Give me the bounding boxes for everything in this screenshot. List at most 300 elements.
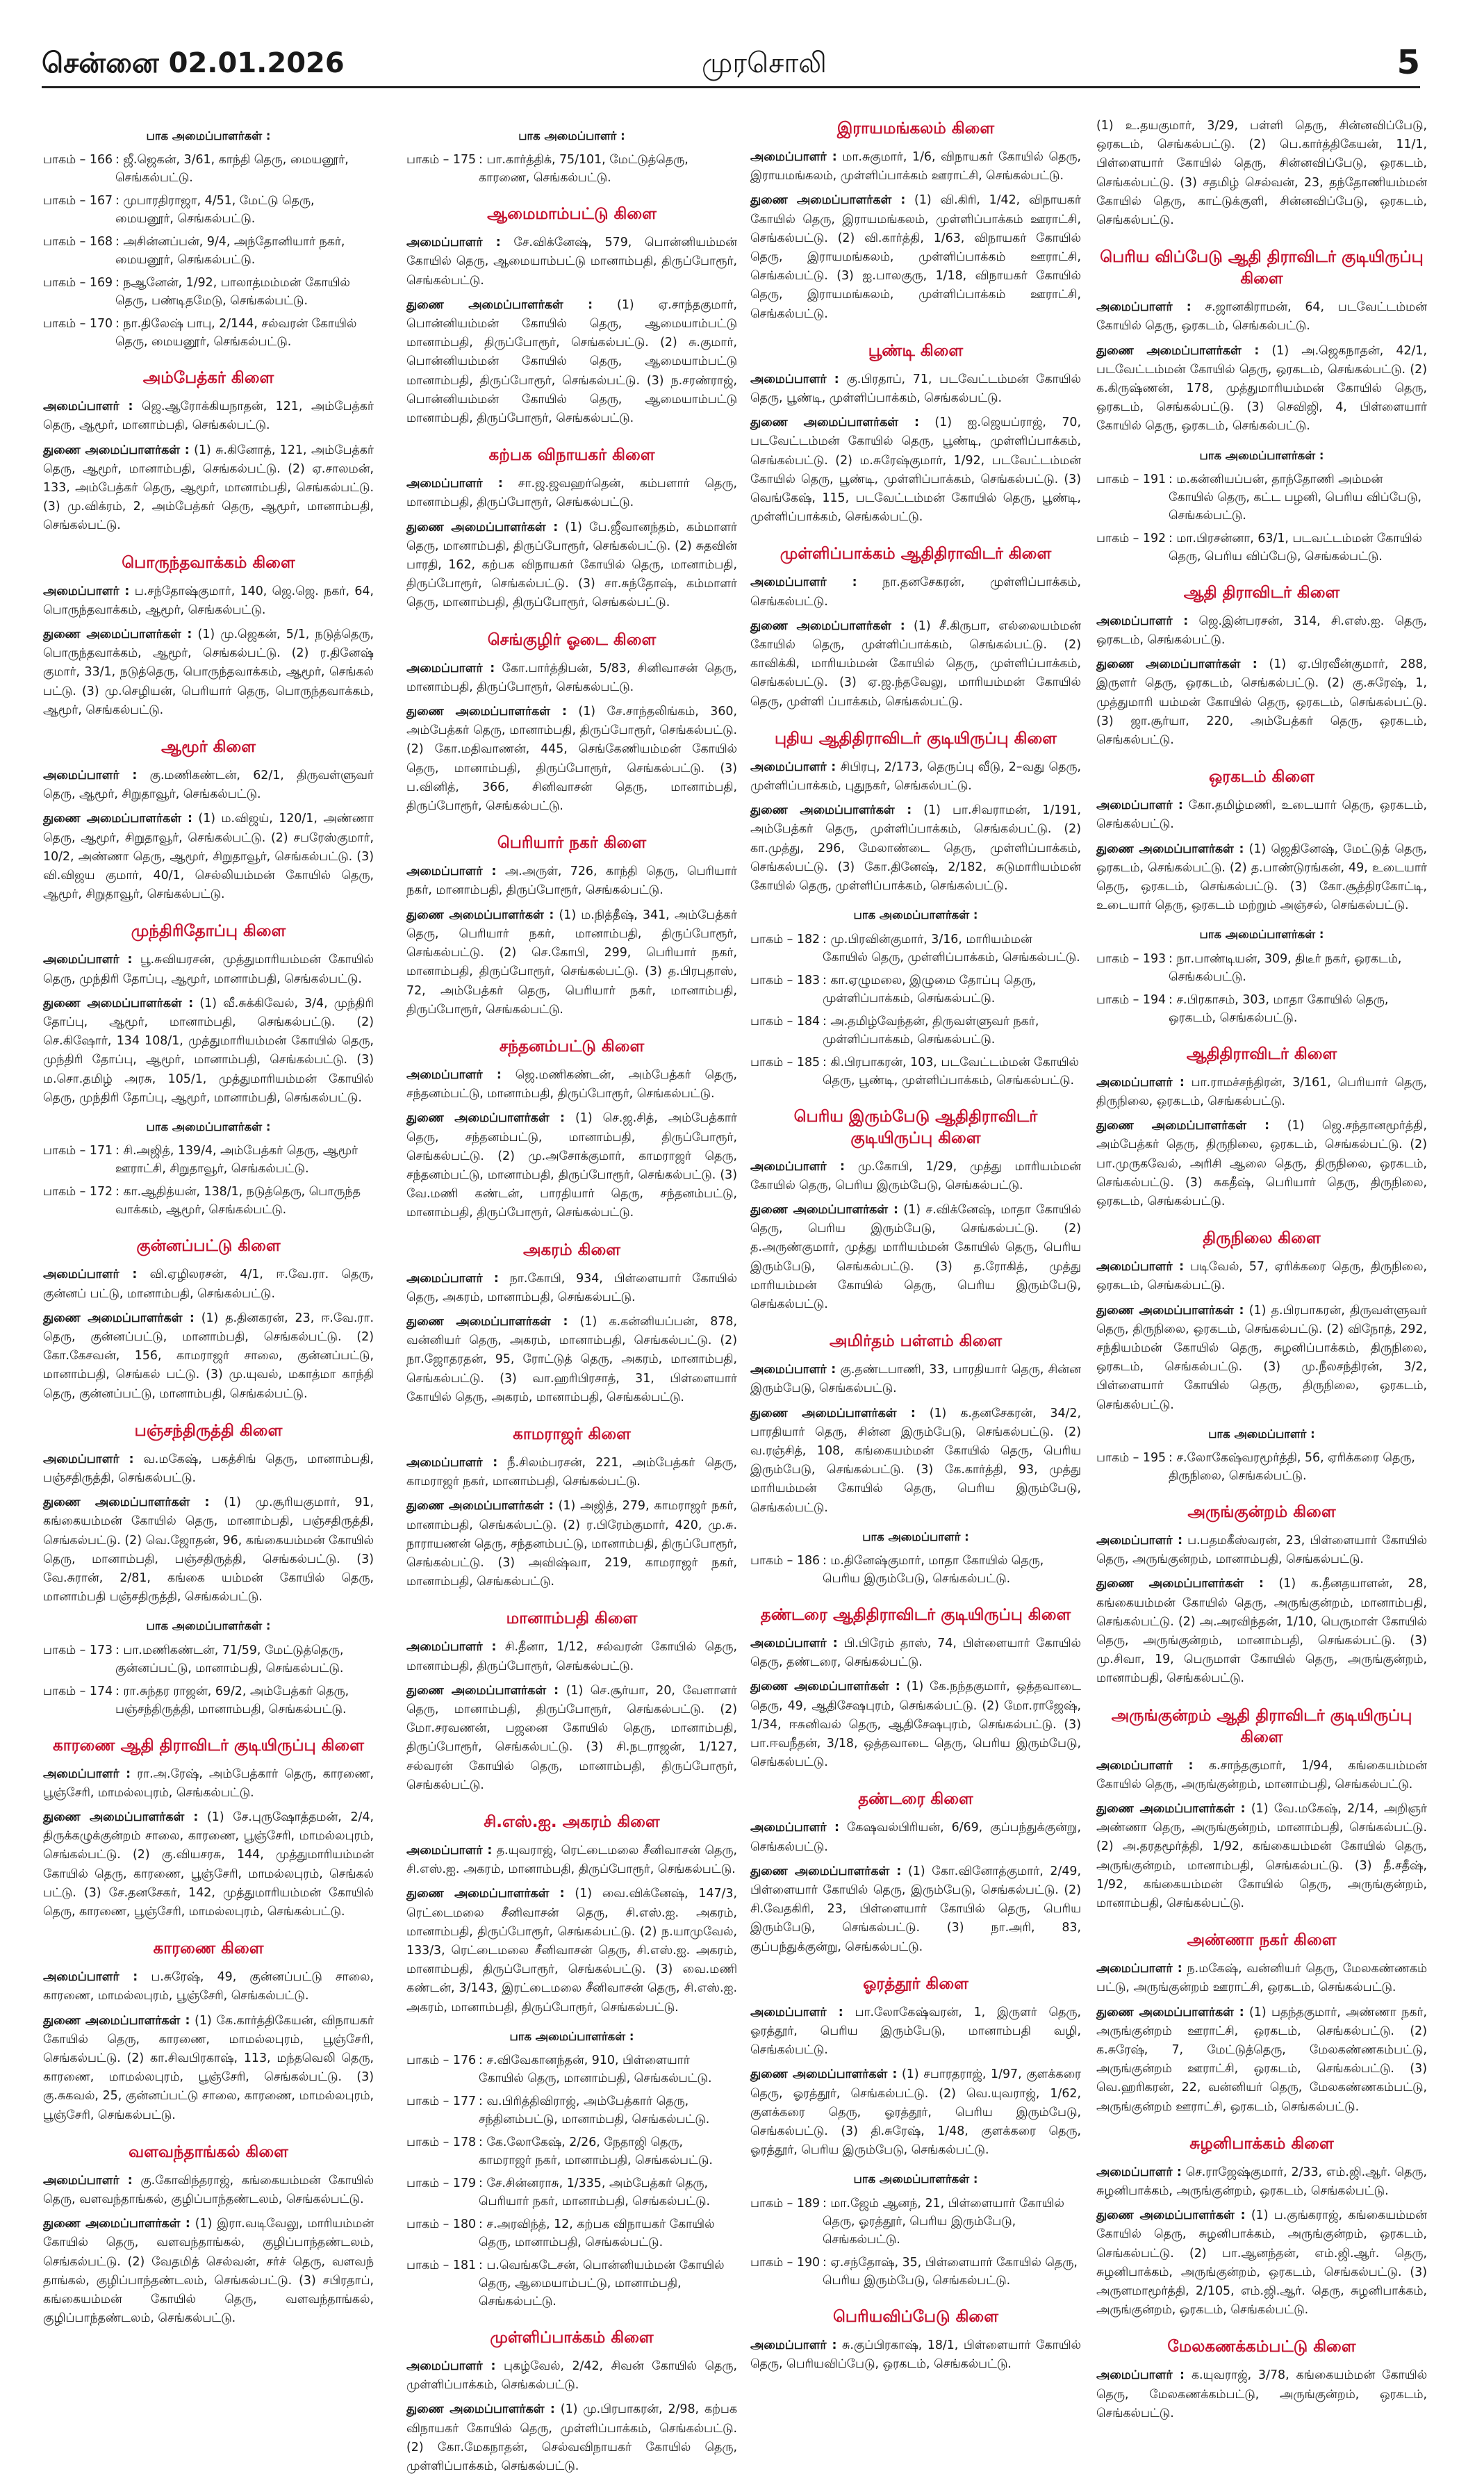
deputies-entry <box>406 703 737 816</box>
bagam-heading: பாக அமைப்பாளர்கள் : <box>853 908 978 922</box>
head-label: அமைப்பாளர் : <box>43 584 130 598</box>
head-label: அமைப்பாளர் : <box>750 1636 838 1650</box>
deputies-label: துணை அமைப்பாளர்கள் : <box>43 443 190 457</box>
head-text: த.யுவராஜ், ரெட்டைமலை சீனிவாசன் தெரு, சி.எஸ்.ஐ. அகரம், மானாம்பதி, திருப்போரூர், செங்கல்பட்டு. <box>406 1844 737 1877</box>
branch-title: குன்னப்பட்டு கிளை <box>136 1237 281 1256</box>
branch-head-entry <box>43 1450 374 1488</box>
branch-section <box>43 1420 374 1719</box>
head-text: சா.ஜ.ஜவஹர்தென், கம்பளார் தெரு, மானாம்பதி, திருப்போரூர், செங்கல்பட்டு. <box>406 477 737 510</box>
bagam-number: பாகம் – 171 <box>43 1144 113 1158</box>
bagam-text: : கா.ஏழுமலை, இழுமை தோப்பு தெரு, முள்ளிப்பாக்கம், செங்கல்பட்டு. <box>823 973 1037 1006</box>
branch-head-entry <box>406 1842 737 1879</box>
bagam-number: பாகம் – 166 <box>43 153 113 167</box>
bagam-text: : ஜீ.ஜெகன், 3/61, காந்தி தெரு, மையனூர், செங்கல்பட்டு. <box>115 153 349 186</box>
bagam-text: : அ.தமிழ்வேந்தன், திருவள்ளுவர் நகர், முள்ளிப்பாக்கம், செங்கல்பட்டு. <box>823 1014 1039 1047</box>
head-label: அமைப்பாளர் : <box>750 1821 839 1835</box>
branch-section <box>750 1789 1081 1956</box>
branch-title: முள்ளிப்பாக்கம் ஆதிதிராவிடர் கிளை <box>780 545 1052 564</box>
deputies-entry <box>43 1493 374 1607</box>
bagam-row <box>750 1012 1081 1049</box>
bagam-row <box>750 971 1081 1008</box>
head-label: அமைப்பாளர் : <box>750 575 857 590</box>
branch-title: காமராஜர் கிளை <box>513 1425 631 1443</box>
branch-section <box>406 1424 737 1591</box>
page-number: 5 <box>1396 43 1420 82</box>
bagam-text: : வ.பிரித்திவிராஜ், அம்பேத்கார் தெரு, சந்தினம்பட்டு, மானாம்பதி, செங்கல்பட்டு. <box>479 2094 710 2127</box>
head-label: அமைப்பாளர் : <box>1096 1758 1194 1773</box>
branch-title: அருங்குன்றம் கிளை <box>1187 1502 1336 1521</box>
head-label: அமைப்பாளர் : <box>406 1271 499 1286</box>
head-text: அ.அருள், 726, காந்தி தெரு, பெரியார் நகர், மானாம்பதி, திருப்போரூர், செங்கல்பட்டு. <box>406 864 737 898</box>
deputies-text: (1) மு.பிரபாகரன், 2/98, கற்பக விநாயகர் கோயில் தெரு, முள்ளிப்பாக்கம், செங்கல்பட்டு. (2) கோ.மேகநாதன், செல்வவிநாயகர் கோயில் தெரு, முள்ளிப்பாக்கம், செங்கல்பட்டு. <box>406 2402 737 2474</box>
deputies-text: (1) கே.நந்தகுமார், ஒத்தவாடை தெரு, 49, ஆதிசேஷபுரம், செங்கல்பட்டு. (2) மோ.ராஜேஷ், 1/34, ஈசுனிவல் தெரு, ஆதிசேஷபுரம், செங்கல்பட்டு. (3) பா.ஈவநீதன், 3/18, ஒத்தவாடை தெரு, பெரிய இரும்பேடு, செங்கல்பட்டு. <box>750 1680 1082 1770</box>
deputies-entry <box>750 1201 1081 1314</box>
head-text: நீ.சிலம்பரசன், 221, அம்பேத்கர் தெரு, காமராஜர் நகர், மானாம்பதி, செங்கல்பட்டு. <box>406 1455 737 1489</box>
deputies-text: (1) மு.சூரியகுமார், 91, கங்கையம்மன் கோயில் தெரு, மானாம்பதி, பஞ்சதிருத்தி, செங்கல்பட்டு. (2) வெ.ஜோதன், 96, கங்கையம்மன் கோயில் தெரு, மானாம்பதி, பஞ்சதிருத்தி, செங்கல்பட்டு. (3) வே.சுரான், 2/81, கங்கை யம்மன் கோயில் தெரு, மானாம்பதி பஞ்சதிருத்தி, செங்கல்பட்டு. <box>43 1495 374 1605</box>
branch-title: ஆதிதிராவிடர் கிளை <box>1186 1044 1337 1063</box>
bagam-number: பாகம் – 178 <box>406 2135 477 2150</box>
bagam-row <box>43 315 374 351</box>
branch-head-entry <box>1096 1074 1427 1111</box>
branch-section <box>750 2306 1081 2374</box>
branch-section <box>43 1938 374 2125</box>
branch-title: இராயமங்கலம் கிளை <box>836 120 995 138</box>
deputies-text: (1) க.தீனதயாளன், 28, கங்கையம்மன் கோயில் தெரு, அருங்குன்றம், மானாம்பதி, செங்கல்பட்டு. (2) அ.அரவிந்தன், 1/10, பெருமாள் கோயில் தெரு, அருங்குன்றம், மானாம்பதி, செங்கல்பட்டு. (3) மு.சிவா, 19, பெருமாள் கோயில் தெரு, அருங்குன்றம், மானாம்பதி, செங்கல்பட்டு. <box>1096 1577 1427 1686</box>
bagam-number: பாகம் – 184 <box>750 1014 821 1028</box>
head-text: புகழ்வேல், 2/42, சிவன் கோயில் தெரு, முள்ளிப்பாக்கம், செங்கல்பட்டு. <box>406 2359 737 2393</box>
bagam-row <box>406 2133 737 2170</box>
head-text: ந.மகேஷ், வன்னியர் தெரு, மேலகண்ணகம் பட்டு, அருங்குன்றம் ஊராட்சி, ஒரகடம், செங்கல்பட்டு. <box>1096 1962 1427 1995</box>
deputies-text: (1) உ.தயகுமார், 3/29, பள்ளி தெரு, சின்னவிப்பேடு, ஒரகடம், செங்கல்பட்டு. (2) பெ.கார்த்திகேயன், 11/1, பிள்ளையார் கோயில் தெரு, சின்னவிப்பேடு, ஒரகடம், செங்கல்பட்டு. (3) சதமிழ் செல்வன், 23, தந்தோணியம்மன் கோயில் தெரு, காட்டுக்குளி, சின்னவிப்பேடு, ஒரகடம், செங்கல்பட்டு. <box>1096 119 1427 228</box>
head-label: அமைப்பாளர் : <box>750 150 837 164</box>
head-label: அமைப்பாளர் : <box>750 760 836 774</box>
bagam-text: : நஆனேன், 1/92, பாலாத்மம்மன் கோயில் தெரு, பண்டிதமேடு, செங்கல்பட்டு. <box>115 276 350 309</box>
head-label: அமைப்பாளர் : <box>750 2338 837 2352</box>
bagam-text: : சி.அஜித், 139/4, அம்பேத்கர் தெரு, ஆமூர் ஊராட்சி, சிறுதாவூர், செங்கல்பட்டு. <box>115 1144 358 1176</box>
head-text: படிவேல், 57, ஏரிக்கரை தெரு, திருநிலை, ஒரகடம், செங்கல்பட்டு. <box>1096 1260 1427 1293</box>
deputies-entry <box>406 1497 737 1591</box>
deputies-text: (1) ஜெ.சந்தானமூர்த்தி, அம்பேத்கர் தெரு, திருநிலை, ஒரகடம், செங்கல்பட்டு. (2) பா.முருகவேல், அரிசி ஆலை தெரு, திருநிலை, ஒரகடம், செங்கல்பட்டு. (3) சுகதீஷ், பெரியார் தெரு, திருநிலை, ஒரகடம், செங்கல்பட்டு. <box>1096 1119 1427 1208</box>
deputies-entry <box>1096 1800 1427 1913</box>
deputies-label: துணை அமைப்பாளர்கள் : <box>406 908 554 922</box>
branch-title: ஆமூர் கிளை <box>161 738 256 757</box>
head-text: சு.குப்பிரகாஷ், 18/1, பிள்ளையார் கோயில் தெரு, பெரியவிப்பேடு, ஒரகடம், செங்கல்பட்டு. <box>750 2338 1081 2371</box>
branch-title: முந்திரிதோப்பு கிளை <box>131 922 286 941</box>
branch-head-entry <box>43 951 374 988</box>
bagam-heading: பாக அமைப்பாளர் : <box>518 129 625 142</box>
deputies-text: (1) சீ.கிருபா, எல்லையம்மன் கோயில் தெரு, முள்ளிப்பாக்கம், செங்கல்பட்டு. (2) காவிக்கி, மாரியம்மன் கோயில் தெரு, முள்ளிப்பாக்கம், செங்கல்பட்டு. (3) ஏ.ஜ.ந்தவேலு, மாரியம்மன் கோயில் தெரு, முள்ளி ப்பாக்கம், செங்கல்பட்டு. <box>750 618 1081 709</box>
head-label: அமைப்பாளர் : <box>43 1268 138 1282</box>
head-text: வ.மகேஷ், பகத்சிங் தெரு, மானாம்பதி, பஞ்சதிருத்தி, செங்கல்பட்டு. <box>43 1452 374 1485</box>
head-text: பா.ராமச்சந்திரன், 3/161, பெரியார் தெரு, திருநிலை, ஒரகடம், செங்கல்பட்டு. <box>1096 1075 1427 1108</box>
deputies-text: (1) கோ.வினோத்குமார், 2/49, பிள்ளையார் கோயில் தெரு, இரும்பேடு, செங்கல்பட்டு. (2) சி.வேதகிரி, 23, பிள்ளையார் கோயில் தெரு, பெரிய இரும்பேடு, செங்கல்பட்டு. (3) நா.அரி, 83, குப்பந்துக்குன்று, செங்கல்பட்டு. <box>750 1864 1082 1954</box>
deputies-text: (1) ம.விஜய், 120/1, அண்ணா தெரு, ஆமூர், சிறுதாவூர், செங்கல்பட்டு. (2) சபரேஸ்குமார், 10/2, அண்ணா தெரு, ஆமூர், சிறுதாவூர், செங்கல்பட்டு. (3) வி.விஜய குமார், 40/1, செல்லியம்மன் கோயில் தெரு, ஆமூர், சிறுதாவூர், செங்கல்பட்டு. <box>43 812 374 902</box>
newspaper-name: முரசொலி <box>702 47 827 79</box>
deputies-entry <box>1096 2003 1427 2117</box>
branch-section <box>406 1036 737 1223</box>
deputies-text: (1) மு.ஜெகன், 5/1, நடுத்தெரு, பொருந்தவாக்கம், ஆமூர், செங்கல்பட்டு. (2) ர.தினேஷ் குமார், 33/1, நடுத்தெரு, பொருந்தவாக்கம், ஆமூர், செங்கல் பட்டு. (3) மு.செழியன், பெரியார் தெரு, பொருந்தவாக்கம், ஆமூர், செங்கல்பட்டு. <box>43 628 374 717</box>
bagam-text: : ப.வெங்கடேசன், பொன்னியம்மன் கோயில் தெரு, ஆமையாம்பட்டு, மானாம்பதி, செங்கல்பட்டு. <box>479 2258 725 2309</box>
bagam-row <box>1096 470 1427 525</box>
bagam-number: பாகம் – 182 <box>750 932 821 946</box>
deputies-text: (1) அ.ஜெகநாதன், 42/1, படவேட்டம்மன் கோயில் தெரு, ஒரகடம், செங்கல்பட்டு. (2) க.கிருஷ்ணன், 178, முத்துமாரியம்மன் கோயில் தெரு, ஒரகடம், செங்கல்பட்டு. (3) செவிஜி, 4, பிள்ளையார் கோயில் தெரு, ஒரகடம், செங்கல்பட்டு. <box>1096 343 1427 434</box>
deputies-text: (1) சே.சாந்தலிங்கம், 360, அம்பேத்கர் தெரு, மானாம்பதி, திருப்போரூர், செங்கல்பட்டு. (2) கோ.மதிவாணன், 445, செங்கேணியம்மன் கோயில் தெரு, மானாம்பதி, திருப்போரூர், செங்கல்பட்டு. (3) ப.வினித், 366, சினிவாசன் தெரு, மானாம்பதி, திருப்போரூர், செங்கல்பட்டு. <box>406 705 737 814</box>
bagam-row <box>406 2051 737 2088</box>
bagam-row <box>750 2254 1081 2290</box>
branch-section <box>1096 247 1427 566</box>
bagam-text: : பா.மணிகண்டன், 71/59, மேட்டுத்தெரு, குன்னப்பட்டு, மானாம்பதி, செங்கல்பட்டு. <box>115 1643 344 1675</box>
head-text: ப.சந்தோஷ்குமார், 140, ஜெ.ஜெ. நகர், 64, பொருந்தவாக்கம், ஆமூர், செங்கல்பட்டு. <box>43 584 374 617</box>
deputies-entry <box>43 994 374 1108</box>
head-label: அமைப்பாளர் : <box>1096 798 1183 813</box>
head-label: அமைப்பாளர் : <box>1096 1962 1182 1976</box>
head-text: ஜெ.ஆரோக்கியநாதன், 121, அம்பேத்கர் தெரு, ஆமூர், மானாம்பதி, செங்கல்பட்டு. <box>43 400 374 433</box>
deputies-entry <box>43 1808 374 1921</box>
bagam-row <box>750 1053 1081 1090</box>
head-label: அமைப்பாளர் : <box>406 1844 493 1858</box>
branch-title: அம்பேத்கர் கிளை <box>142 369 274 388</box>
head-text: சிபிரபு, 2/173, தெருப்பு வீடு, 2–வது தெரு, முள்ளிப்பாக்கம், புதுநகர், செங்கல்பட்டு. <box>750 760 1081 794</box>
branch-head-entry <box>1096 612 1427 650</box>
deputies-entry <box>406 296 737 428</box>
branch-head-entry <box>1096 1960 1427 1997</box>
bagam-text: : முபாரதிராஜா, 4/51, மேட்டு தெரு, மையனூர், செங்கல்பட்டு. <box>115 194 315 227</box>
deputies-entry <box>1096 1117 1427 1211</box>
bagam-number: பாகம் – 191 <box>1096 472 1166 486</box>
bagam-text: : ச.அரவிந்த், 12, கற்பக விநாயகர் கோயில் தெரு, மானாம்பதி, செங்கல்பட்டு. <box>479 2217 715 2250</box>
bagam-text: : நா.திலேஷ் பாபு, 2/144, சல்வரன் கோயில் தெரு, மையனூர், செங்கல்பட்டு. <box>115 317 357 350</box>
branch-title: ஆதி திராவிடர் கிளை <box>1183 583 1340 602</box>
branch-head-entry <box>750 1361 1081 1398</box>
head-label: அமைப்பாளர் : <box>750 1363 836 1377</box>
bagam-row <box>406 2092 737 2129</box>
column-3 <box>750 117 1082 2371</box>
header-rule <box>42 86 1420 88</box>
branch-title: காரணை ஆதி திராவிடர் குடியிருப்பு கிளை <box>53 1736 364 1755</box>
branch-title: ஓரத்தூர் கிளை <box>863 1974 968 1993</box>
branch-title: சுழனிபாக்கம் கிளை <box>1189 2134 1334 2153</box>
bagam-number: பாகம் – 173 <box>43 1643 113 1657</box>
head-label: அமைப்பாளர் : <box>406 2359 496 2374</box>
branch-title: தண்டரை கிளை <box>858 1790 973 1809</box>
branch-title: ஒரகடம் கிளை <box>1208 768 1315 787</box>
branch-title: மேலகணக்கம்பட்டு கிளை <box>1167 2338 1356 2356</box>
branch-title: அகரம் கிளை <box>522 1240 621 1259</box>
head-text: கு.கோவிந்தராஜ், கங்கையம்மன் கோயில் தெரு, வளவந்தாங்கல், குழிப்பாந்தண்டலம், செங்கல்பட்டு. <box>43 2173 374 2206</box>
bagam-text: : ஏ.சந்தோஷ், 35, பிள்ளையார் கோயில் தெரு, பெரிய இரும்பேடு, செங்கல்பட்டு. <box>823 2255 1078 2288</box>
branch-title: ஆமைமாம்பட்டு கிளை <box>487 205 657 224</box>
deputies-text: (1) கே.கார்த்திகேயன், விநாயகர் கோயில் தெரு, காரணை, மாமல்லபுரம், பூஞ்சேரி, செங்கல்பட்டு. (2) கா.சிவபிரகாஷ், 113, மந்தவெலி தெரு, காரணை, மாமல்லபுரம், பூஞ்சேரி, செங்கல்பட்டு. (3) கு.சுகவல், 25, குன்னப்பட்டு சாலை, காரணை, மாமல்லபுரம், பூஞ்சேரி, செங்கல்பட்டு. <box>43 2013 374 2122</box>
branch-head-entry <box>750 370 1081 408</box>
deputies-label: துணை அமைப்பாளர்கள் : <box>406 520 559 534</box>
deputies-label: துணை அமைப்பாளர்கள் : <box>1096 1303 1244 1318</box>
bagam-row <box>43 233 374 269</box>
bagam-number: பாகம் – 190 <box>750 2255 821 2270</box>
deputies-text: (1) வீ.சுக்கிவேல், 3/4, முந்திரி தோப்பு, ஆமூர், மானாம்பதி, செங்கல்பட்டு. (2) செ.கிஷோர், 134 108/1, முத்துமாரியம்மன் கோயில் தெரு, முந்திரி தோப்பு, ஆமூர், மானாம்பதி, செங்கல்பட்டு. (3) ம.சொ.தமிழ் அரசு, 105/1, முத்துமாரியம்மன் கோயில் தெரு, முந்திரி தோப்பு, ஆமூர், மானாம்பதி, செங்கல்பட்டு. <box>43 996 374 1105</box>
column-4 <box>1096 117 1428 2420</box>
head-label: அமைப்பாளர் : <box>406 236 501 250</box>
head-text: நா.கோபி, 934, பிள்ளையார் கோயில் தெரு, அகரம், மானாம்பதி, செங்கல்பட்டு. <box>406 1271 737 1304</box>
branch-head-entry <box>750 1634 1081 1672</box>
head-label: அமைப்பாளர் : <box>1096 300 1192 315</box>
branch-section <box>750 118 1081 324</box>
deputies-label: துணை அமைப்பாளர்கள் : <box>406 1499 554 1514</box>
branch-title: வளவந்தாங்கல் கிளை <box>129 2142 288 2161</box>
branch-section <box>1096 766 1427 1026</box>
branch-head-entry <box>750 573 1081 611</box>
bagam-row <box>43 1183 374 1219</box>
branch-head-entry <box>43 1968 374 2006</box>
branch-section <box>750 1106 1081 1315</box>
branch-title: பெரியவிப்பேடு கிளை <box>833 2307 998 2326</box>
deputies-text: (1) ஐ.ஜெயப்ராஜ், 70, படவேட்டம்மன் கோயில் தெரு, பூண்டி, முள்ளிப்பாக்கம், செங்கல்பட்டு. (2) ம.சுரேஷ்குமார், 1/92, படவேட்டம்மன் கோயில் தெரு, பூண்டி, முள்ளிப்பாக்கம், செங்கல்பட்டு. (3) வெங்கேஷ், 115, படவேட்டம்மன் கோயில் தெரு, பூண்டி, முள்ளிப்பாக்கம், செங்கல்பட்டு. <box>750 416 1082 525</box>
head-text: கு.தண்டபாணி, 33, பாரதியார் தெரு, சின்ன இரும்பேடு, செங்கல்பட்டு. <box>750 1363 1081 1396</box>
head-label: அமைப்பாளர் : <box>43 1970 138 1985</box>
head-text: க.சாந்தகுமார், 1/94, கங்கையம்மன் கோயில் தெரு, அருங்குன்றம், மானாம்பதி, செங்கல்பட்டு. <box>1096 1758 1427 1792</box>
branch-head-entry <box>406 659 737 697</box>
deputies-entry <box>43 2215 374 2328</box>
deputies-entry <box>43 810 374 904</box>
deputies-entry <box>1096 2206 1427 2320</box>
bagam-heading: பாக அமைப்பாளர்கள் : <box>1199 448 1324 462</box>
deputies-entry <box>406 1885 737 2017</box>
deputies-label: துணை அமைப்பாளர்கள் : <box>43 812 192 826</box>
deputies-text: (1) ஏ.பிரவீன்குமார், 288, இருளர் தெரு, ஒரகடம், செங்கல்பட்டு. (2) கு.சுரேஷ், 1, முத்துமாரி யம்மன் கோயில் தெரு, ஒரகடம், செங்கல்பட்டு. (3) ஜா.சூர்யா, 220, அம்பேத்கர் தெரு, ஒரகடம், செங்கல்பட்டு. <box>1096 657 1428 748</box>
branch-section <box>750 543 1081 711</box>
bagam-number: பாகம் – 195 <box>1096 1450 1166 1465</box>
head-text: ஜெ.மணிகண்டன், அம்பேத்கர் தெரு, சந்தனம்பட்டு, மானாம்பதி, திருப்போரூர், செங்கல்பட்டு. <box>406 1067 737 1101</box>
deputies-label: துணை அமைப்பாளர்கள் : <box>750 1680 900 1694</box>
bagam-text: : கி.பிரபாகரன், 103, படவேட்டம்மன் கோயில் தெரு, பூண்டி, முள்ளிப்பாக்கம், செங்கல்பட்டு. <box>823 1055 1079 1088</box>
deputies-text: (1) ஜெதினேஷ், மேட்டுத் தெரு, ஒரகடம், செங்கல்பட்டு. (2) த.பாண்டுரங்கன், 49, உடையார் தெரு, ஒரகடம், செங்கல்பட்டு. (3) கோ.சூத்திரகோட்டி, உடையார் தெரு, ஒரகடம் மற்றும் அஞ்சல், செங்கல்பட்டு. <box>1096 842 1427 913</box>
branch-title: சி.எஸ்.ஐ. அகரம் கிளை <box>484 1813 660 1831</box>
deputies-label: துணை அமைப்பாளர்கள் : <box>750 193 906 208</box>
deputies-entry <box>1096 117 1427 230</box>
branch-section <box>406 630 737 817</box>
bagam-number: பாகம் – 179 <box>406 2176 477 2191</box>
head-label: அமைப்பாளர் : <box>1096 2368 1185 2383</box>
deputies-entry <box>1096 655 1427 750</box>
branch-title: திருநிலை கிளை <box>1203 1229 1321 1248</box>
head-label: அமைப்பாளர் : <box>406 1455 498 1470</box>
issue-date: சென்னை 02.01.2026 <box>42 47 345 79</box>
branch-section <box>750 1974 1081 2290</box>
deputies-text: (1) வை.விக்னேஷ், 147/3, ரெட்டைமலை சீனிவாசன் தெரு, சி.எஸ்.ஐ. அகரம், மானாம்பதி, திருப்போரூர், செங்கல்பட்டு. (2) ந.யாமுவேல், 133/3, ரெட்டைமலை சீனிவாசன் தெரு, சி.எஸ்.ஐ. அகரம், மானாம்பதி, திருப்போரூர், செங்கல்பட்டு. (3) வை.மணி கண்டன், 3/143, இரட்டைமலை சீனிவாசன் தெரு, சி.எஸ்.ஐ. அகரம், மானாம்பதி, திருப்போரூர், செங்கல்பட்டு. <box>406 1887 738 2015</box>
branch-head-entry <box>750 1158 1081 1195</box>
deputies-entry <box>43 2012 374 2125</box>
deputies-entry <box>750 2065 1081 2160</box>
bagam-number: பாகம் – 181 <box>406 2258 477 2273</box>
head-text: நா.தனசேகரன், முள்ளிப்பாக்கம், செங்கல்பட்டு. <box>750 575 1081 609</box>
branch-title: பொருந்தவாக்கம் கிளை <box>122 553 295 572</box>
head-text: மு.கோபி, 1/29, முத்து மாரியம்மன் கோயில் தெரு, பெரிய இரும்பேடு, செங்கல்பட்டு. <box>750 1159 1081 1192</box>
deputies-label: துணை அமைப்பாளர்கள் : <box>1096 657 1258 672</box>
bagam-text: : சே.சின்னராசு, 1/335, அம்பேத்கர் தெரு, பெரியார் நகர், மானாம்பதி, செங்கல்பட்டு. <box>479 2176 711 2209</box>
branch-section <box>406 445 737 612</box>
bagam-row <box>1096 1449 1427 1485</box>
branch-section <box>1096 1228 1427 1485</box>
deputies-text: (1) செ.ஜ.சித், அம்பேத்கார் தெரு, சந்தனம்பட்டு, மானாம்பதி, திருப்போரூர், செங்கல்பட்டு. (2) மு.அசோக்குமார், காமராஜர் தெரு, சந்தனம்பட்டு, மானாம்பதி, திருப்போரூர், செங்கல்பட்டு. (3) வே.மணி கண்டன், பாரதியார் தெரு, சந்தனம்பட்டு, மானாம்பதி, திருப்போரூர், செங்கல்பட்டு. <box>406 1111 737 1220</box>
deputies-entry <box>750 801 1081 896</box>
bagam-text: : கே.லோகேஷ், 2/26, நேதாஜி தெரு, காமராஜர் நகர், மானாம்பதி, செங்கல்பட்டு. <box>479 2135 713 2168</box>
head-label: அமைப்பாளர் : <box>1096 2165 1182 2179</box>
bagam-heading: பாக அமைப்பாளர்கள் : <box>853 2172 978 2186</box>
deputies-entry <box>750 1404 1081 1518</box>
deputies-entry <box>406 1313 737 1407</box>
deputies-label: துணை அமைப்பாளர்கள் : <box>1096 343 1260 358</box>
deputies-text: (1) த.தினகரன், 23, ஈ.வே.ரா. தெரு, குன்னப்பட்டு, மானாம்பதி, செங்கல்பட்டு. (2) கோ.கேசவன், 156, காமராஜர் சாலை, குன்னப்பட்டு, மானாம்பதி, செங்கல் பட்டு. (3) மு.யுவல், மகாத்மா காந்தி தெரு, குன்னப்பட்டு, மானாம்பதி, செங்கல்பட்டு. <box>43 1311 374 1401</box>
deputies-text: (1) ச.விக்னேஷ், மாதா கோயில் தெரு, பெரிய இரும்பேடு, செங்கல்பட்டு. (2) த.அருண்குமார், முத்து மாரியம்மன் கோயில் தெரு, பெரிய இரும்பேடு, செங்கல்பட்டு. (3) த.ரோகித், முத்து மாரியம்மன் கோயில் தெரு, பெரிய இரும்பேடு, செங்கல்பட்டு. <box>750 1202 1082 1311</box>
branch-section <box>1096 582 1427 750</box>
deputies-label: துணை அமைப்பாளர்கள் : <box>1096 2005 1244 2019</box>
bagam-row <box>43 274 374 310</box>
branch-title: பஞ்சந்திருத்தி கிளை <box>134 1421 283 1440</box>
bagam-row <box>406 2174 737 2211</box>
deputies-label: துணை அமைப்பாளர்கள் : <box>750 416 919 430</box>
branch-head-entry <box>406 2357 737 2395</box>
branch-title: தண்டரை ஆதிதிராவிடர் குடியிருப்பு கிளை <box>760 1605 1071 1624</box>
branch-title: புதிய ஆதிதிராவிடர் குடியிருப்பு கிளை <box>775 729 1057 748</box>
branch-section <box>1096 1930 1427 2117</box>
branch-title: பெரிய இரும்பேடு ஆதிதிராவிடர் குடியிருப்பு கிளை <box>793 1107 1038 1147</box>
deputies-text: (1) வி.கிரி, 1/42, விநாயகர் கோயில் தெரு, இராயமங்கலம், முள்ளிப்பாக்கம் ஊராட்சி, செங்கல்பட்டு. (2) வி.கார்த்தி, 1/63, விநாயகர் கோயில் தெரு, இராயமங்கலம், முள்ளிப்பாக்கம் ஊராட்சி, செங்கல்பட்டு. (3) ஐ.பாலகுரு, 1/18, விநாயகர் கோயில் தெரு, இராயமங்கலம், முள்ளிப்பாக்கம் ஊராட்சி, செங்கல்பட்டு. <box>750 193 1082 321</box>
branch-section <box>43 552 374 720</box>
bagam-number: பாகம் – 193 <box>1096 951 1166 966</box>
column-2 <box>406 117 738 2474</box>
deputies-entry <box>43 1309 374 1404</box>
branch-head-entry <box>406 1270 737 1307</box>
branch-section <box>406 833 737 1019</box>
deputies-label: துணை அமைப்பாளர்கள் : <box>43 2217 190 2231</box>
branch-head-entry <box>1096 2163 1427 2201</box>
deputies-label: துணை அமைப்பாளர்கள் : <box>750 803 912 818</box>
deputies-label: துணை அமைப்பாளர்கள் : <box>406 2402 555 2417</box>
branch-title: மானாம்பதி கிளை <box>506 1609 638 1628</box>
head-label: அமைப்பாளர் : <box>406 1640 497 1655</box>
head-label: அமைப்பாளர் : <box>1096 1075 1185 1090</box>
head-text: க.யுவராஜ், 3/78, கங்கையம்மன் கோயில் தெரு, மேலகணக்கம்பட்டு, அருங்குன்றம், ஒரகடம், செங்கல்பட்டு. <box>1096 2368 1428 2420</box>
branch-head-entry <box>1096 1757 1427 1794</box>
branch-title: கற்பக விநாயகர் கிளை <box>488 446 655 465</box>
branch-head-entry <box>1096 298 1427 336</box>
head-text: கேஷவல்பிரியன், 6/69, குப்பந்துக்குன்று, செங்கல்பட்டு. <box>750 1821 1081 1854</box>
branch-head-entry <box>750 1819 1081 1856</box>
bagam-heading: பாக அமைப்பாளர்கள் : <box>509 2029 634 2043</box>
branch-head-entry <box>1096 1258 1427 1295</box>
bagam-number: பாகம் – 177 <box>406 2094 477 2109</box>
head-label: அமைப்பாளர் : <box>43 400 133 414</box>
branch-title: அமிர்தம் பள்ளம் கிளை <box>829 1332 1003 1351</box>
bagam-heading: பாக அமைப்பாளர்கள் : <box>146 129 271 142</box>
branch-section <box>1096 2133 1427 2320</box>
bagam-text: : மா.ஜேம் ஆனந், 21, பிள்ளையார் கோயில் தெரு, ஓரத்தூர், பெரிய இரும்பேடு, செங்கல்பட்டு. <box>823 2196 1064 2247</box>
bagam-text: : ச.லோகேஷ்வரமூர்த்தி, 56, ஏரிக்கரை தெரு, திருநிலை, செங்கல்பட்டு. <box>1169 1450 1415 1483</box>
deputies-label: துணை அமைப்பாளர்கள் : <box>406 1314 568 1329</box>
branch-head-entry <box>43 1765 374 1803</box>
bagam-text: : மா.பிரசன்னா, 63/1, படவட்டம்மன் கோயில் தெரு, பெரிய விப்பேடு, செங்கல்பட்டு. <box>1169 531 1422 564</box>
deputies-label: துணை அமைப்பாளர்கள் : <box>750 1864 902 1878</box>
branch-head-entry <box>406 233 737 290</box>
branch-section <box>1096 1502 1427 1689</box>
deputies-label: துணை அமைப்பாளர்கள் : <box>1096 1577 1264 1591</box>
deputies-label: துணை அமைப்பாளர்கள் : <box>750 2067 898 2082</box>
deputies-entry <box>1096 1575 1427 1688</box>
deputies-label: துணை அமைப்பாளர்கள் : <box>406 1111 565 1126</box>
page-header <box>42 40 1420 85</box>
deputies-entry <box>406 518 737 613</box>
deputies-label: துணை அமைப்பாளர்கள் : <box>1096 1801 1246 1816</box>
branch-head-entry <box>750 758 1081 796</box>
bagam-row <box>750 1552 1081 1588</box>
bagam-number: பாகம் – 175 <box>406 153 477 167</box>
branch-section <box>406 1240 737 1407</box>
branch-title: பெரிய விப்பேடு ஆதி திராவிடர் குடியிருப்பு கிளை <box>1100 248 1424 288</box>
deputies-label: துணை அமைப்பாளர்கள் : <box>43 1495 210 1510</box>
branch-head-entry <box>43 1265 374 1303</box>
branch-head-entry <box>406 862 737 900</box>
deputies-entry <box>406 1109 737 1222</box>
bagam-text: : ம.கன்னியப்பன், தாந்தோணி அம்மன் கோயில் தெரு, கட்ட பழனி, பெரிய விப்பேடு, செங்கல்பட்டு. <box>1169 472 1422 523</box>
deputies-label: துணை அமைப்பாளர்கள் : <box>1096 1119 1270 1133</box>
branch-section <box>750 1331 1081 1588</box>
bagam-row <box>750 930 1081 967</box>
bagam-text: : அசின்னப்பன், 9/4, அந்தோனியார் நகர், மையனூர், செங்கல்பட்டு. <box>115 235 345 268</box>
deputies-text: (1) பா.சிவராமன், 1/191, அம்பேத்கர் தெரு, முள்ளிப்பாக்கம், செங்கல்பட்டு. (2) கா.முத்து, 296, மேலாண்டை தெரு, முள்ளிப்பாக்கம், செங்கல்பட்டு. (3) கோ.தினேஷ், 2/182, சுடுமாரியம்மன் கோயில் தெரு, முள்ளிப்பாக்கம், செங்கல்பட்டு. <box>750 803 1081 894</box>
bagam-number: பாகம் – 174 <box>43 1684 113 1698</box>
branch-section <box>43 1735 374 1922</box>
bagam-row <box>1096 991 1427 1027</box>
deputies-entry <box>750 191 1081 323</box>
head-text: கோ.தமிழ்மணி, உடையார் தெரு, ஒரகடம், செங்கல்பட்டு. <box>1096 798 1427 832</box>
head-text: வி.ஏழிலரசன், 4/1, ஈ.வே.ரா. தெரு, குன்னப் பட்டு, மானாம்பதி, செங்கல்பட்டு. <box>43 1268 374 1301</box>
head-text: பி.பிரேம் தாஸ், 74, பிள்ளையார் கோயில் தெரு, தண்டரை, செங்கல்பட்டு. <box>750 1636 1081 1670</box>
bagam-text: : நா.பாண்டியன், 309, திடீர் நகர், ஒரகடம், செங்கல்பட்டு. <box>1169 951 1402 984</box>
branch-head-entry <box>43 582 374 620</box>
deputies-text: (1) க.தனசேகரன், 34/2, பாரதியார் தெரு, சின்ன இரும்பேடு, செங்கல்பட்டு. (2) வ.ரஞ்சித், 108, கங்கையம்மன் கோயில் தெரு, பெரிய இரும்பேடு, செங்கல்பட்டு. (3) கே.கார்த்தி, 93, முத்து மாரியம்மன் கோயில் தெரு, பெரிய இரும்பேடு, செங்கல்பட்டு. <box>750 1406 1081 1515</box>
bagam-number: பாகம் – 183 <box>750 973 821 987</box>
bagam-number: பாகம் – 172 <box>43 1185 113 1199</box>
bagam-number: பாகம் – 169 <box>43 276 113 290</box>
branch-section <box>406 1812 737 2311</box>
bagam-number: பாகம் – 170 <box>43 317 113 331</box>
deputies-label: துணை அமைப்பாளர்கள் : <box>406 297 593 312</box>
deputies-entry <box>406 1682 737 1795</box>
branch-head-entry <box>43 766 374 804</box>
head-label: அமைப்பாளர் : <box>1096 614 1189 628</box>
branch-section <box>750 728 1081 1090</box>
deputies-label: துணை அமைப்பாளர்கள் : <box>750 618 905 633</box>
deputies-text: (1) சு.கினோத், 121, அம்பேத்கர் தெரு, ஆமூர், மானாம்பதி, செங்கல்பட்டு. (2) ஏ.சாலமன், 133, அம்பேத்கர் தெரு, ஆமூர், மானாம்பதி, செங்கல்பட்டு. (3) மு.விக்ரம், 2, அம்பேத்கர் தெரு, ஆமூர், மானாம்பதி, செங்கல்பட்டு. <box>43 443 374 533</box>
head-text: கு.பிரதாப், 71, படவேட்டம்மன் கோயில் தெரு, பூண்டி, முள்ளிப்பாக்கம், செங்கல்பட்டு. <box>750 372 1081 406</box>
branch-head-entry <box>406 1638 737 1675</box>
bagam-row <box>43 1641 374 1678</box>
bagam-heading: பாக அமைப்பாளர் : <box>862 1530 969 1543</box>
deputies-label: துணை அமைப்பாளர்கள் : <box>43 1810 199 1824</box>
branch-head-entry <box>406 1066 737 1104</box>
branch-title: செங்குழிர் ஓடை கிளை <box>487 630 657 649</box>
deputies-entry <box>1096 1302 1427 1415</box>
branch-title: காரணை கிளை <box>153 1940 264 1958</box>
head-text: கோ.பார்த்திபன், 5/83, சினிவாசன் தெரு, மானாம்பதி, திருப்போரூர், செங்கல்பட்டு. <box>406 661 737 694</box>
deputies-text: (1) இரா.வடிவேலு, மாரியம்மன் கோயில் தெரு, வளவந்தாங்கல், குழிப்பாந்தண்டலம், செங்கல்பட்டு. (2) வேதமித் செல்வன், சர்ச் தெரு, வளவந் தாங்கல், குழிப்பாந்தண்டலம், செங்கல்பட்டு. (3) சபிரதாப், கங்கையம்மன் கோயில் தெரு, வளவந்தாங்கல், குழிப்பாந்தண்டலம், செங்கல்பட்டு. <box>43 2217 374 2326</box>
deputies-label: துணை அமைப்பாளர்கள் : <box>406 1683 559 1698</box>
head-text: சி.தீனா, 1/12, சல்வரன் கோயில் தெரு, மானாம்பதி, திருப்போரூர், செங்கல்பட்டு. <box>406 1640 737 1673</box>
deputies-label: துணை அமைப்பாளர்கள் : <box>750 1406 916 1420</box>
bagam-heading: பாக அமைப்பாளர்கள் : <box>146 1619 271 1633</box>
bagam-row <box>406 2256 737 2311</box>
deputies-entry <box>1096 840 1427 916</box>
head-label: அமைப்பாளர் : <box>750 1159 845 1174</box>
